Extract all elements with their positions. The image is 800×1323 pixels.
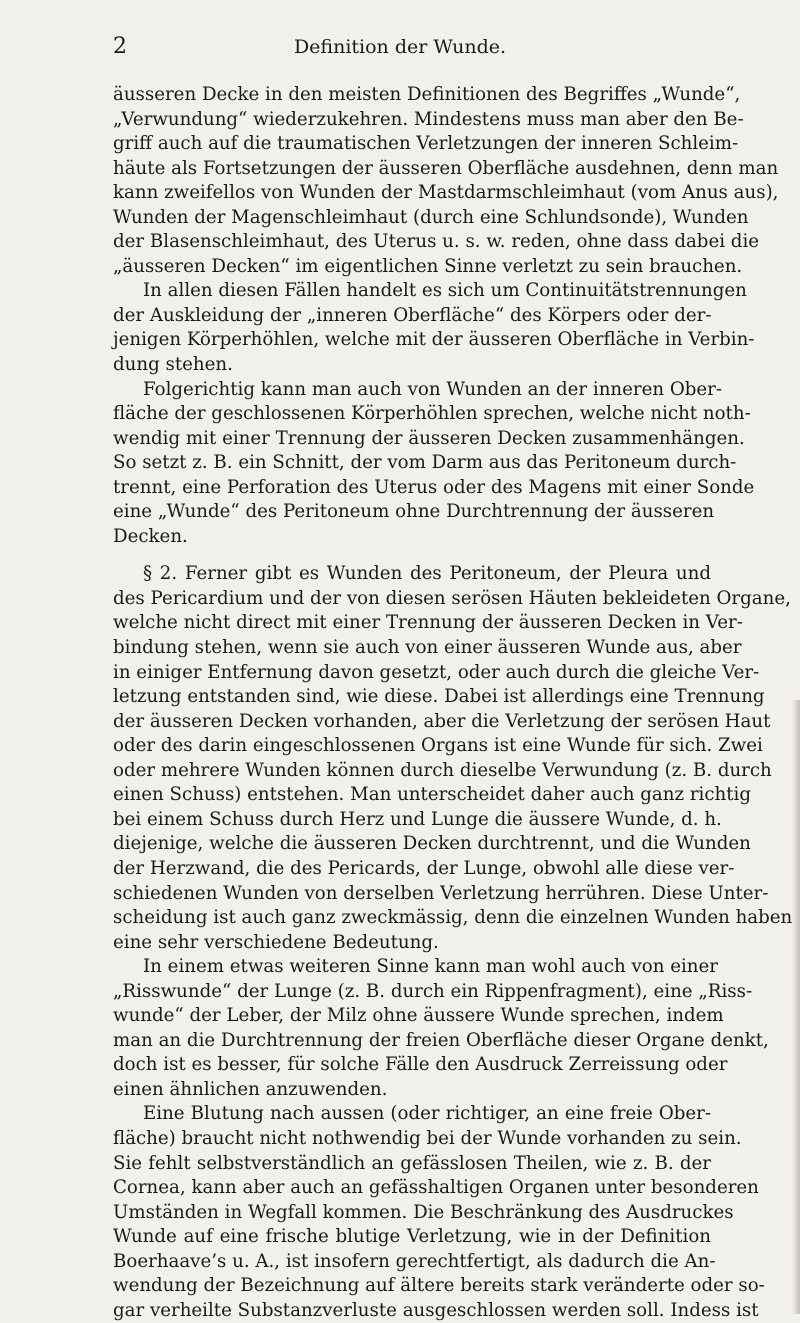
text-line: „Verwundung“ wiederzukehren. Mindestens muss man aber den Be-: [113, 108, 744, 130]
text-line: gar verheilte Substanzverluste ausgeschlossen werden soll. Indess ist: [113, 1299, 759, 1321]
text-line: scheidung ist auch ganz zweckmässig, denn die einzelnen Wunden haben: [113, 907, 793, 929]
text-line: letzung entstanden sind, wie diese. Dabei ist allerdings eine Trennung: [113, 686, 765, 708]
text-line: wunde“ der Leber, der Milz ohne äussere Wunde sprechen, indem: [113, 1005, 724, 1027]
text-line: fläche der geschlossenen Körperhöhlen sprechen, welche nicht noth-: [113, 403, 751, 425]
text-line: der Blasenschleimhaut, des Uterus u. s. w. reden, ohne dass dabei die: [113, 231, 760, 253]
text-line: doch ist es besser, für solche Fälle den Ausdruck Zerreissung oder: [113, 1054, 728, 1076]
text-line: Boerhaave’s u. A., ist insofern gerechtfertigt, als dadurch die An-: [113, 1250, 716, 1272]
text-line: dung stehen.: [113, 354, 233, 376]
text-line: diejenige, welche die äusseren Decken durchtrennt, und die Wunden: [113, 833, 751, 855]
text-line: fläche) braucht nicht nothwendig bei der Wunde vorhanden zu sein.: [113, 1127, 742, 1149]
text-line: So setzt z. B. ein Schnitt, der vom Darm aus das Peritoneum durch-: [113, 452, 737, 474]
text-line: äusseren Decke in den meisten Definitionen des Begriffes „Wunde“,: [113, 84, 741, 105]
text-line: Umständen in Wegfall kommen. Die Beschränkung des Ausdruckes: [113, 1201, 734, 1223]
text-line: Sie fehlt selbstverständlich an gefässlosen Theilen, wie z. B. der: [113, 1152, 711, 1174]
text-line: wendig mit einer Trennung der äusseren Decken zusammenhängen.: [113, 427, 745, 449]
text-line: In einem etwas weiteren Sinne kann man wohl auch von einer: [143, 956, 718, 978]
text-line: man an die Durchtrennung der freien Oberfläche dieser Organe denkt,: [113, 1029, 769, 1051]
running-title: Definition der Wunde.: [293, 36, 507, 58]
text-line: eine sehr verschiedene Bedeutung.: [113, 931, 439, 953]
page-header: [0, 34, 800, 64]
text-line: des Pericardium und der von diesen serösen Häuten bekleideten Organe,: [113, 587, 791, 609]
text-line: Folgerichtig kann man auch von Wunden an der inneren Ober-: [143, 378, 722, 400]
text-line: Cornea, kann aber auch an gefässhaltigen Organen unter besonderen: [113, 1177, 759, 1199]
text-line: wendung der Bezeichnung auf ältere bereits stark veränderte oder so-: [113, 1275, 765, 1297]
text-line: oder mehrere Wunden können durch dieselbe Verwundung (z. B. durch: [113, 759, 772, 781]
text-line: der äusseren Decken vorhanden, aber die Verletzung der serösen Haut: [113, 710, 771, 732]
text-line: schiedenen Wunden von derselben Verletzung herrühren. Diese Unter-: [113, 882, 769, 904]
body-text: [113, 83, 793, 1323]
text-line: griff auch auf die traumatischen Verletzungen der inneren Schleim-: [113, 133, 739, 155]
paragraph: [113, 279, 755, 377]
text-line: Eine Blutung nach aussen (oder richtiger, an eine freie Ober-: [143, 1103, 711, 1125]
text-line: häute als Fortsetzungen der äusseren Oberfläche ausdehnen, denn man: [113, 157, 779, 179]
text-line: oder des darin eingeschlossenen Organs ist eine Wunde für sich. Zwei: [113, 735, 763, 757]
text-line: In allen diesen Fällen handelt es sich um Continuitätstrennungen: [143, 280, 747, 302]
text-line: einen Schuss) entstehen. Man unterscheidet daher auch ganz richtig: [113, 784, 751, 806]
page-edge-shadow: [792, 700, 800, 1314]
text-line: jenigen Körperhöhlen, welche mit der äusseren Oberfläche in Verbin-: [113, 329, 755, 351]
page-number: 2: [113, 34, 127, 59]
paragraph: [113, 1102, 765, 1323]
text-line: bindung stehen, wenn sie auch von einer äusseren Wunde aus, aber: [113, 637, 742, 659]
text-line: bei einem Schuss durch Herz und Lunge die äussere Wunde, d. h.: [113, 808, 722, 830]
paragraph: [113, 83, 779, 279]
text-line: eine „Wunde“ des Peritoneum ohne Durchtrennung der äusseren: [113, 501, 715, 523]
text-line: welche nicht direct mit einer Trennung der äusseren Decken in Ver-: [113, 612, 743, 634]
text-line: § 2. Ferner gibt es Wunden des Peritoneum, der Pleura und: [143, 563, 711, 585]
section-gap: [113, 549, 711, 562]
text-line: in einiger Entfernung davon gesetzt, oder auch durch die gleiche Ver-: [113, 661, 760, 683]
text-line: trennt, eine Perforation des Uterus oder des Magens mit einer Sonde: [113, 476, 755, 498]
text-line: „äusseren Decken“ im eigentlichen Sinne verletzt zu sein brauchen.: [113, 255, 743, 277]
text-line: Wunde auf eine frische blutige Verletzung, wie in der Definition: [113, 1226, 711, 1248]
text-line: der Herzwand, die des Pericards, der Lunge, obwohl alle diese ver-: [113, 857, 735, 879]
paragraph: [113, 378, 755, 550]
text-line: kann zweifellos von Wunden der Mastdarmschleimhaut (vom Anus aus),: [113, 182, 779, 204]
paragraph: [113, 562, 793, 955]
paragraph: [113, 955, 769, 1102]
text-line: der Auskleidung der „inneren Oberfläche“ des Körpers oder der-: [113, 304, 712, 326]
text-line: einen ähnlichen anzuwenden.: [113, 1078, 388, 1100]
text-line: Wunden der Magenschleimhaut (durch eine Schlundsonde), Wunden: [113, 206, 749, 228]
text-line: „Risswunde“ der Lunge (z. B. durch ein Rippenfragment), eine „Riss-: [113, 980, 753, 1002]
text-line: Decken.: [113, 525, 188, 547]
